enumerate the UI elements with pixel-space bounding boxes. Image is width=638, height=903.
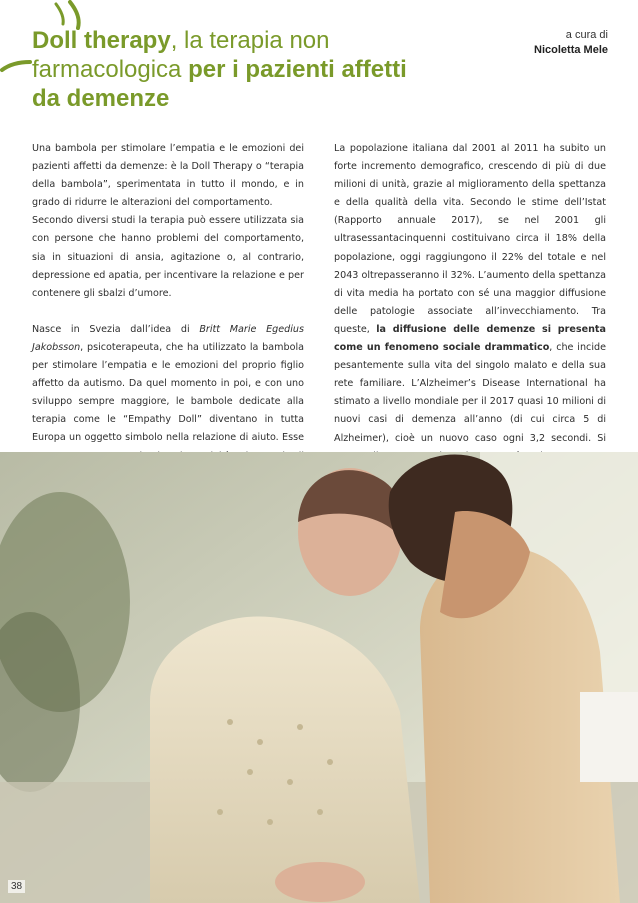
- title-highlight: Doll therapy: [32, 27, 171, 54]
- right-paragraph-rest: , che incide pesantemente sulla vita del singolo malato e della sua rete familiare. L’Alzheimer’s Disease International ha stimato a livello mondiale per il 2017 quasi 10 milioni di nuovi casi di demenza all’anno (di cui circa 5 di Alzheimer), cioè un nuovo caso ogni 3,2 secondi. Si: [334, 342, 606, 444]
- author-credit: [534, 28, 608, 58]
- author-name: Nicoletta Mele: [534, 44, 608, 56]
- left-paragraph-2-rest: , psicoterapeuta, che ha utilizzato la bambola per stimolare l’empatia e le emozioni del proprio figlio affetto da autismo. Da quel momento in poi, e con uno sviluppo sempre maggiore, le bambole dedicate alla terapia come le “Empathy Doll” diventano in tutta Europa un oggetto simbolo nella relazione di aiuto. Esse: [32, 341, 304, 444]
- person-name: Britt Marie Egedius Jakobsson: [32, 323, 304, 353]
- left-column: [32, 140, 304, 502]
- page-number: 38: [8, 880, 25, 893]
- title-middle: , la terapia non farmacologica: [32, 27, 330, 83]
- title-end: per i pazienti affetti da demenze: [32, 56, 407, 112]
- photo-caregiver-hugging-elderly-woman: [0, 452, 638, 903]
- right-paragraph-bold: la diffusione delle demenze si presenta come un fenomeno sociale drammatico: [334, 323, 606, 354]
- author-label: a cura di: [565, 29, 608, 41]
- left-paragraph-1a: Una bambola per stimolare l’empatia e le emozioni dei pazienti affetti da demenze: è la Doll Therapy o “terapia della bambola”, sperimentata in tutto il mondo, e in grado di ridurre le alterazioni del comportamento.: [32, 143, 304, 209]
- left-paragraph-2-start: Nasce in Svezia dall’idea di: [32, 323, 200, 335]
- right-paragraph-start: La popolazione italiana dal 2001 al 2011 ha subito un forte incremento demografico, crescendo di più di due milioni di unità, grazie al miglioramento della spettanza e della qualità della vita. Secondo le stime dell’Istat (Rapporto annuale 2017), se nel 2001 gli ultrasessantacinquenni costituivano circa il 18% della popolazione, oggi raggiungono il 22% del totale e nel 2043 oltrepasseranno il 32%. L’aumento della spettanza di vita media ha portato con sé una maggior diffusione delle patologie associate all’invecchiamento. Tra queste,: [334, 143, 606, 335]
- left-paragraph-1b: Secondo diversi studi la terapia può essere utilizzata sia con persone che hanno problemi del comportamento, sia in situazioni di ansia, agitazione o, al contrario, depressione ed apatia, per incentivare la relazione e per contenere gli sbalzi d’umore.: [32, 215, 304, 299]
- article-title: [32, 26, 412, 113]
- photo-illustration: [0, 452, 638, 903]
